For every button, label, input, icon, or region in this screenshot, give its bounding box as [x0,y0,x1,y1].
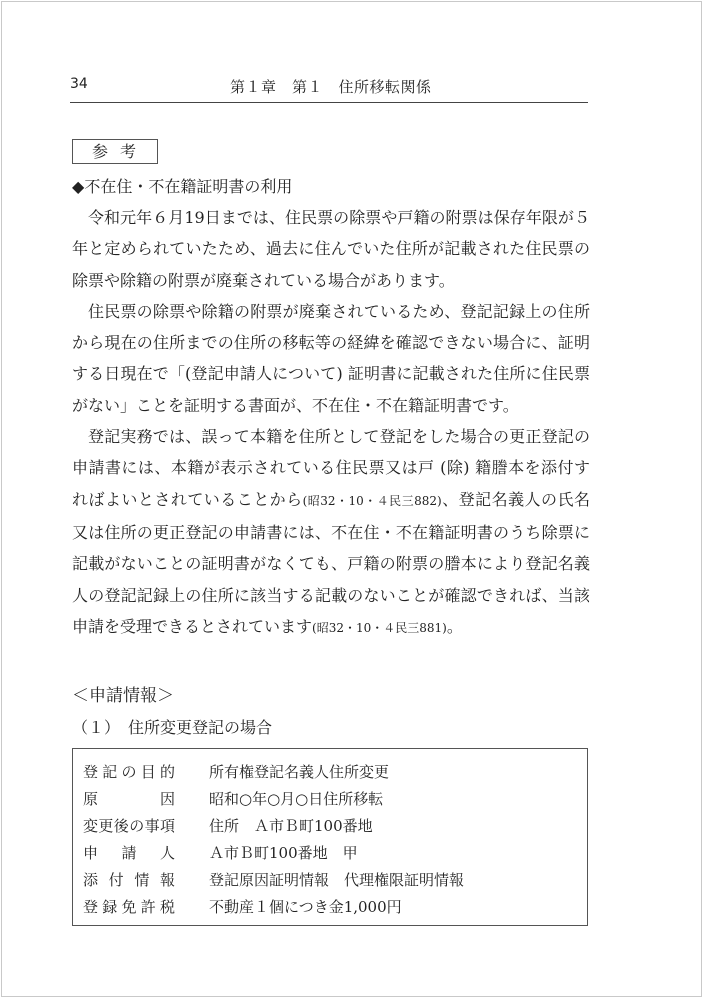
info-row-attachments [83,867,573,893]
paragraph-3 [72,421,590,644]
info-label: 変更後の事項 [83,817,175,835]
info-row-purpose [83,759,573,785]
info-label: 登記の目的 [83,763,175,781]
paragraph-3-part-b: 、登記名義人の氏名又は住所の更正登記の申請書には、不在住・不在籍証明書のうち除票に記載がないことの証明書がなくても、戸籍の附票の謄本により登記名義人の登記記録上の住所に該当する記載のないことが確認できれば、当該申請を受理できるとされています [72,489,590,636]
info-value: 住所 Ａ市Ｂ町100番地 [209,817,373,835]
page-number: 34 [70,76,88,92]
paragraph-2: 住民票の除票や除籍の附票が廃棄されているため、登記記録上の住所から現在の住所までの住所の移転等の経緯を確認できない場合に、証明する日現在で「(登記申請人について) 証明書に記載された住所に住民票がない」ことを証明する書面が、不在住・不在籍証明書です。 [72,301,590,415]
citation-1: (昭32・10・４民三882) [302,493,442,508]
body-text [72,202,590,644]
info-row-changed-item [83,813,573,839]
sub-title: （１） 住所変更登記の場合 [72,718,273,737]
info-value: Ａ市Ｂ町100番地 甲 [209,844,358,862]
info-value: 所有権登記名義人住所変更 [209,763,390,781]
topic-heading [72,174,292,197]
paragraph-3-end: 。 [446,616,463,636]
citation-2: (昭32・10・４民三881) [312,620,447,635]
section-title: ＜申請情報＞ [72,686,174,706]
paragraph-1: 令和元年６月19日までは、住民票の除票や戸籍の附票は保存年限が５年と定められていたため、過去に住んでいた住所が記載された住民票の除票や除籍の附票が廃棄されている場合があります。 [72,208,590,290]
info-label: 登録免許税 [83,898,175,916]
info-row-registration-tax [83,894,573,920]
info-value: 昭和○年○月○日住所移転 [209,790,384,808]
info-value: 不動産１個につき金1,000円 [209,898,402,916]
info-label: 申請人 [83,844,175,862]
info-label: 添付情報 [83,871,175,889]
page-header [70,76,588,103]
application-info-box [72,748,588,926]
info-value: 登記原因証明情報 代理権限証明情報 [209,871,465,889]
topic-title: 不在住・不在籍証明書の利用 [84,177,293,196]
reference-label-box: 参考 [72,139,158,164]
paragraph-3-part-a: 登記実務では、誤って本籍を住所として登記をした場合の更正登記の申請書には、本籍が表示されている住民票又は戸 (除) 籍謄本を添付すればよいとされていることから [72,427,590,509]
info-row-applicant [83,840,573,866]
info-label: 原因 [83,790,175,808]
info-row-cause [83,786,573,812]
diamond-icon: ◆ [72,177,85,196]
running-head: 第１章 第１ 住所移転関係 [230,78,432,96]
